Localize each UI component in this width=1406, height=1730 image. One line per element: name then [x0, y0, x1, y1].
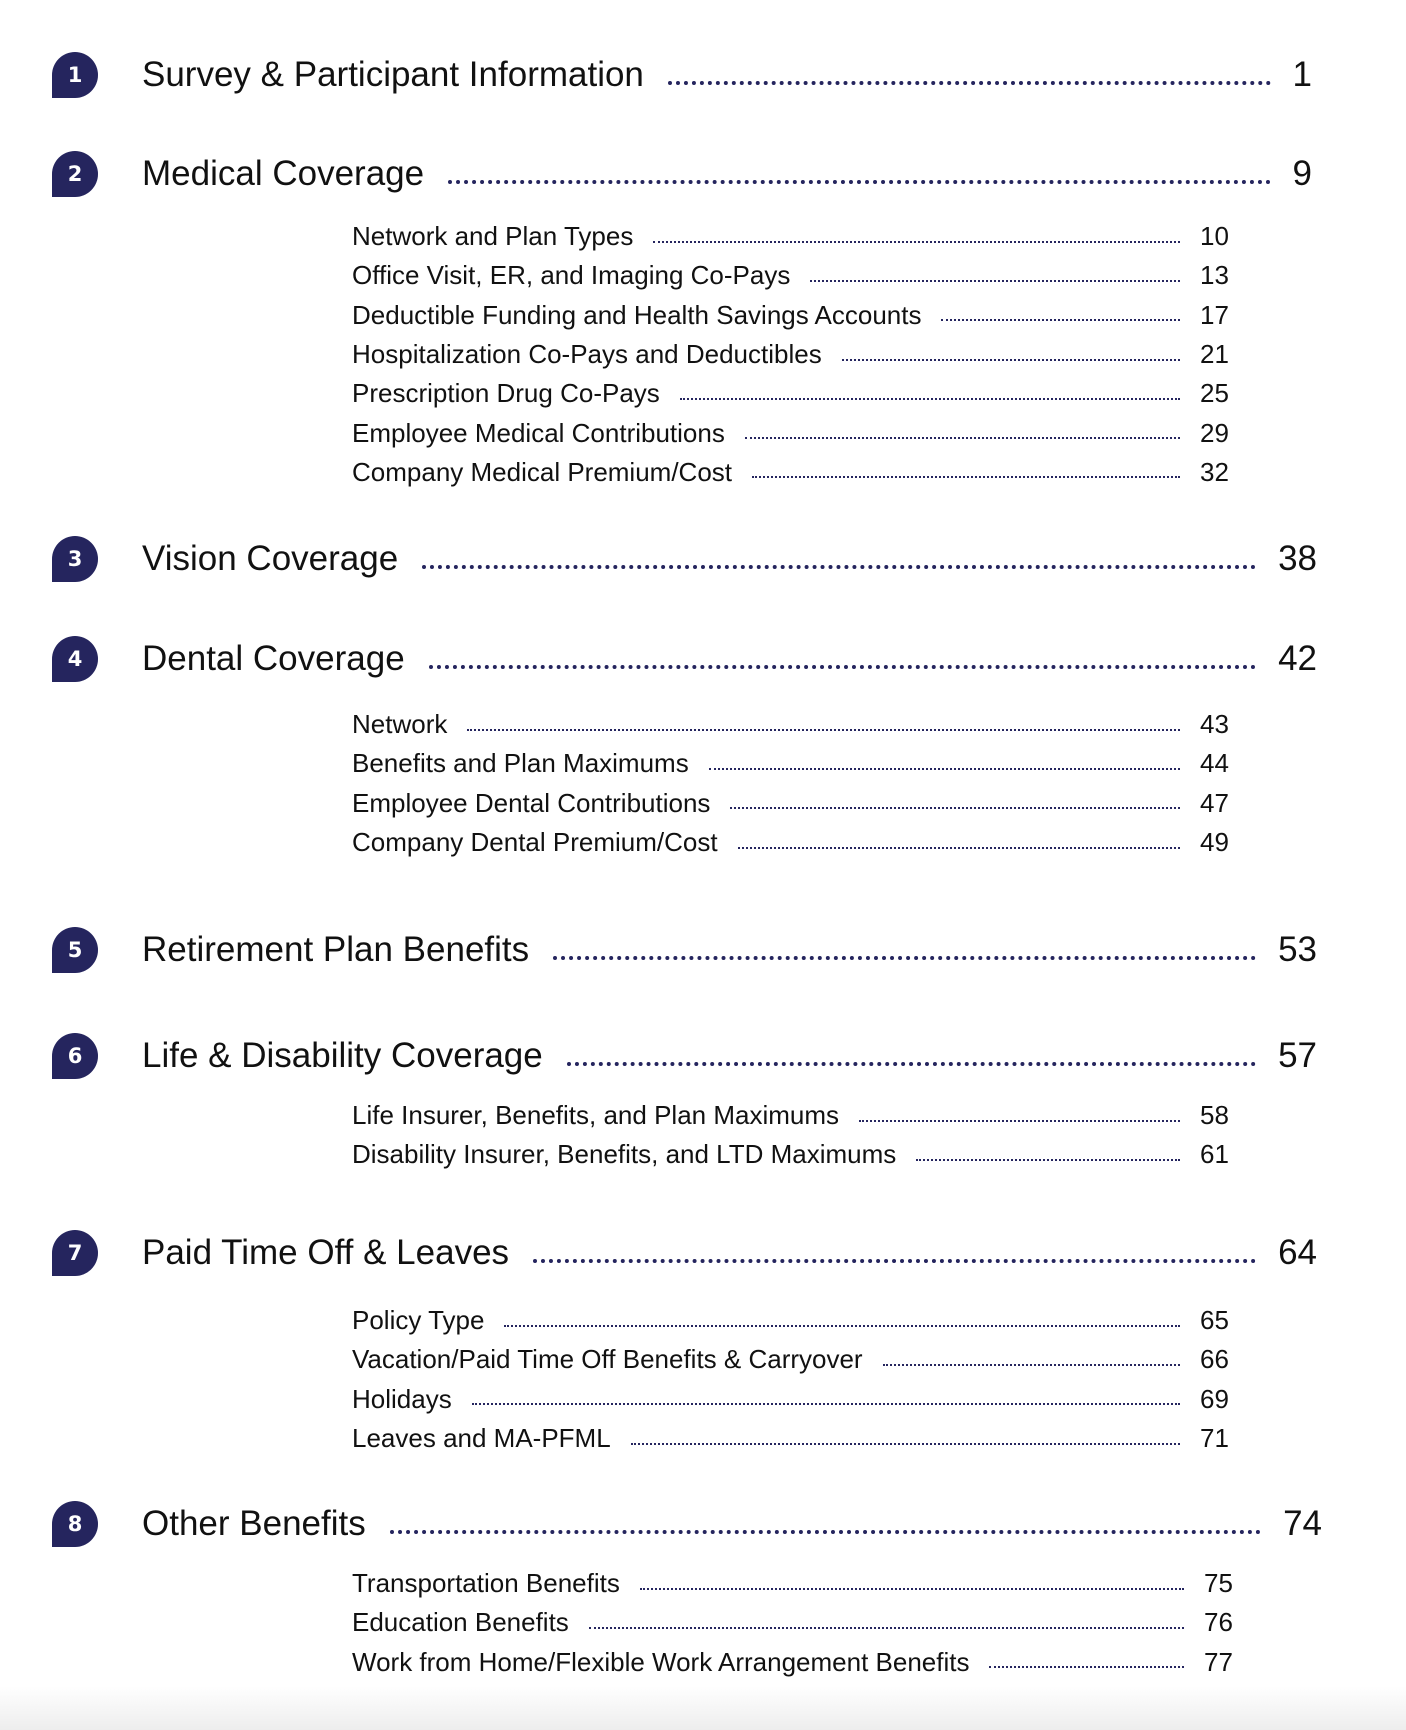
subsection-entry[interactable] [352, 1564, 1244, 1603]
subsection-page-number: 77 [1204, 1646, 1233, 1677]
subsection-entry[interactable] [352, 1643, 1244, 1682]
dot-leader [916, 1159, 1180, 1161]
subsection-list [352, 705, 1240, 862]
subsection-page-number: 71 [1200, 1423, 1229, 1454]
subsection-entry[interactable] [352, 1096, 1240, 1135]
dot-leader [752, 476, 1180, 478]
dot-leader [859, 1120, 1180, 1122]
subsection-title: Company Dental Premium/Cost [352, 827, 718, 858]
subsection-page-number: 25 [1200, 378, 1229, 409]
section-entry[interactable] [142, 1501, 1322, 1547]
subsection-page-number: 47 [1200, 787, 1229, 818]
section-title: Paid Time Off & Leaves [142, 1233, 510, 1272]
subsection-page-number: 32 [1200, 456, 1229, 487]
subsection-title: Employee Medical Contributions [352, 417, 725, 448]
subsection-entry[interactable] [352, 1340, 1240, 1379]
subsection-page-number: 58 [1200, 1100, 1229, 1131]
section-entry[interactable] [142, 927, 1317, 973]
dot-leader [429, 665, 1256, 669]
section-page-number: 57 [1278, 1036, 1317, 1075]
dot-leader [472, 1403, 1180, 1405]
section-number-badge: 6 [52, 1033, 98, 1079]
subsection-entry[interactable] [352, 256, 1240, 295]
dot-leader [680, 398, 1180, 400]
section-page-number: 53 [1278, 930, 1317, 969]
section-title: Dental Coverage [142, 639, 405, 678]
subsection-entry[interactable] [352, 217, 1240, 256]
section-number-badge: 5 [52, 927, 98, 973]
subsection-list [352, 1301, 1240, 1458]
section-entry[interactable] [142, 636, 1317, 682]
subsection-entry[interactable] [352, 1380, 1240, 1419]
subsection-entry[interactable] [352, 744, 1240, 783]
dot-leader [422, 565, 1256, 569]
section-title: Retirement Plan Benefits [142, 930, 530, 969]
subsection-entry[interactable] [352, 335, 1240, 374]
section-page-number: 9 [1292, 154, 1312, 193]
section-entry[interactable] [142, 1033, 1317, 1079]
subsection-list [352, 217, 1240, 492]
section-title: Life & Disability Coverage [142, 1036, 543, 1075]
subsection-title: Disability Insurer, Benefits, and LTD Maximums [352, 1139, 897, 1170]
subsection-page-number: 66 [1200, 1344, 1229, 1375]
dot-leader [989, 1666, 1184, 1668]
subsection-title: Office Visit, ER, and Imaging Co-Pays [352, 260, 791, 291]
subsection-page-number: 17 [1200, 299, 1229, 330]
section-number-badge: 2 [52, 151, 98, 197]
dot-leader [745, 437, 1180, 439]
dot-leader [709, 768, 1180, 770]
dot-leader [668, 81, 1271, 85]
subsection-title: Company Medical Premium/Cost [352, 456, 733, 487]
subsection-entry[interactable] [352, 413, 1240, 452]
subsection-page-number: 10 [1200, 221, 1229, 252]
dot-leader [589, 1627, 1184, 1629]
dot-leader [810, 280, 1180, 282]
subsection-entry[interactable] [352, 1135, 1240, 1174]
dot-leader [640, 1588, 1184, 1590]
dot-leader [553, 956, 1256, 960]
dot-leader [533, 1259, 1256, 1263]
dot-leader [941, 319, 1180, 321]
dot-leader [567, 1062, 1256, 1066]
section-entry[interactable] [142, 1230, 1317, 1276]
subsection-page-number: 29 [1200, 417, 1229, 448]
section-title: Other Benefits [142, 1504, 366, 1543]
subsection-title: Deductible Funding and Health Savings Accounts [352, 299, 922, 330]
subsection-title: Policy Type [352, 1305, 485, 1336]
section-number-badge: 4 [52, 636, 98, 682]
section-number-badge: 1 [52, 52, 98, 98]
dot-leader [448, 180, 1270, 184]
subsection-entry[interactable] [352, 453, 1240, 492]
subsection-title: Network and Plan Types [352, 221, 634, 252]
section-number-badge: 3 [52, 536, 98, 582]
subsection-title: Prescription Drug Co-Pays [352, 378, 660, 409]
section-number-badge: 7 [52, 1230, 98, 1276]
dot-leader [504, 1325, 1180, 1327]
subsection-list [352, 1564, 1244, 1682]
subsection-title: Life Insurer, Benefits, and Plan Maximums [352, 1100, 840, 1131]
subsection-title: Vacation/Paid Time Off Benefits & Carryover [352, 1344, 863, 1375]
section-title: Medical Coverage [142, 154, 425, 193]
subsection-page-number: 76 [1204, 1607, 1233, 1638]
section-entry[interactable] [142, 52, 1312, 98]
dot-leader [390, 1530, 1261, 1534]
subsection-page-number: 61 [1200, 1139, 1229, 1170]
subsection-page-number: 21 [1200, 339, 1229, 370]
section-entry[interactable] [142, 536, 1317, 582]
subsection-title: Work from Home/Flexible Work Arrangement Benefits [352, 1646, 970, 1677]
subsection-entry[interactable] [352, 705, 1240, 744]
section-page-number: 74 [1283, 1504, 1322, 1543]
subsection-entry[interactable] [352, 374, 1240, 413]
subsection-entry[interactable] [352, 1419, 1240, 1458]
subsection-entry[interactable] [352, 784, 1240, 823]
subsection-page-number: 43 [1200, 709, 1229, 740]
subsection-entry[interactable] [352, 823, 1240, 862]
subsection-title: Education Benefits [352, 1607, 569, 1638]
dot-leader [631, 1443, 1180, 1445]
dot-leader [842, 359, 1180, 361]
subsection-title: Hospitalization Co-Pays and Deductibles [352, 339, 822, 370]
subsection-entry[interactable] [352, 296, 1240, 335]
subsection-title: Network [352, 709, 448, 740]
subsection-list [352, 1096, 1240, 1175]
subsection-page-number: 69 [1200, 1383, 1229, 1414]
dot-leader [738, 847, 1180, 849]
subsection-title: Benefits and Plan Maximums [352, 748, 689, 779]
subsection-entry[interactable] [352, 1603, 1244, 1642]
subsection-title: Leaves and MA-PFML [352, 1423, 611, 1454]
dot-leader [467, 729, 1180, 731]
dot-leader [883, 1364, 1180, 1366]
subsection-title: Employee Dental Contributions [352, 787, 711, 818]
page-bottom-shadow [0, 1686, 1406, 1730]
subsection-page-number: 13 [1200, 260, 1229, 291]
section-title: Vision Coverage [142, 539, 399, 578]
subsection-page-number: 49 [1200, 827, 1229, 858]
section-page-number: 38 [1278, 539, 1317, 578]
subsection-title: Transportation Benefits [352, 1568, 620, 1599]
subsection-title: Holidays [352, 1383, 452, 1414]
dot-leader [653, 241, 1180, 243]
section-number-badge: 8 [52, 1501, 98, 1547]
section-entry[interactable] [142, 151, 1312, 197]
section-page-number: 42 [1278, 639, 1317, 678]
subsection-page-number: 65 [1200, 1305, 1229, 1336]
subsection-page-number: 75 [1204, 1568, 1233, 1599]
section-page-number: 64 [1278, 1233, 1317, 1272]
section-page-number: 1 [1292, 55, 1312, 94]
section-title: Survey & Participant Information [142, 55, 644, 94]
subsection-entry[interactable] [352, 1301, 1240, 1340]
subsection-page-number: 44 [1200, 748, 1229, 779]
dot-leader [730, 807, 1180, 809]
